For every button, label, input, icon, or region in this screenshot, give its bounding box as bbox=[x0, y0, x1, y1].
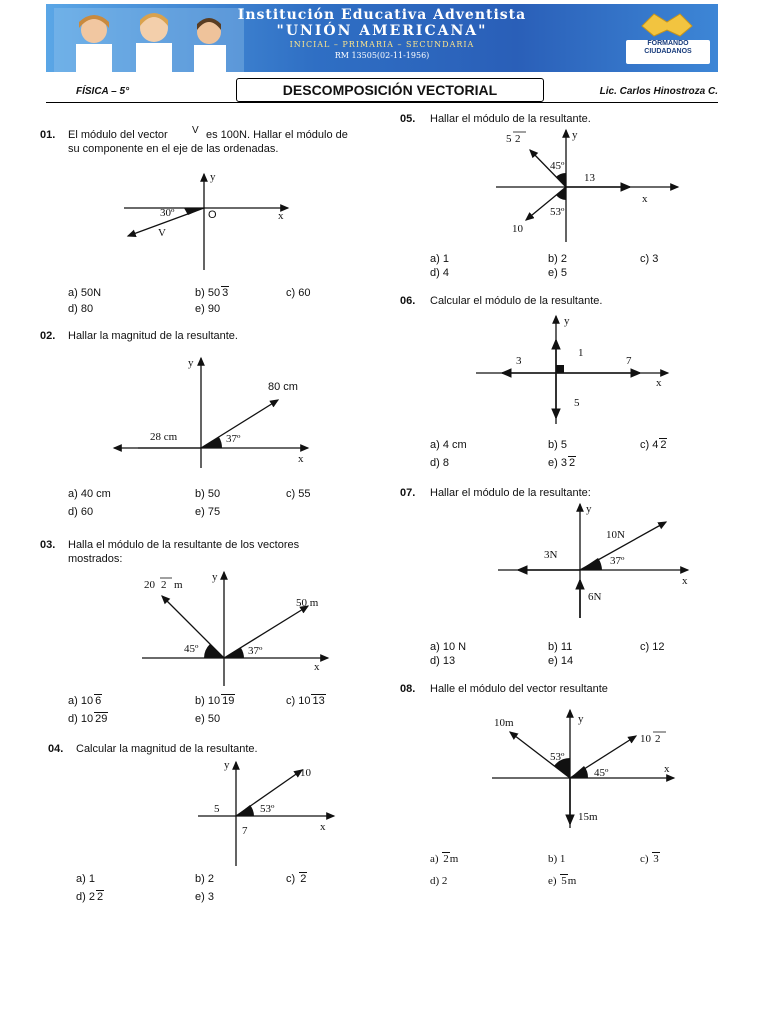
p07-x-label: x bbox=[682, 575, 688, 587]
p05-v1-sqrt bbox=[513, 132, 526, 145]
p08-v2-label: 10 bbox=[640, 733, 651, 745]
p03-v1-label: 20 bbox=[144, 579, 155, 591]
subject-label: FÍSICA – 5° bbox=[76, 86, 130, 97]
p02-v2-label: 28 cm bbox=[150, 431, 178, 443]
p08-x-label: x bbox=[664, 763, 670, 775]
school-name-line1: Institución Educativa Adventista bbox=[237, 7, 527, 23]
svg-text:2: 2 bbox=[655, 733, 661, 745]
p03-v1-unit: m bbox=[174, 579, 183, 591]
p01-number: 01. bbox=[40, 129, 56, 141]
p06-option-b: b) 5 bbox=[548, 439, 567, 451]
p07-angle-label: 37º bbox=[610, 555, 625, 567]
p02-number: 02. bbox=[40, 330, 56, 342]
p08-number: 08. bbox=[400, 683, 416, 695]
p04-option-a: a) 1 bbox=[76, 873, 95, 885]
p04-v1-label: 10 bbox=[300, 767, 311, 779]
p04-option-d: d) 2 2 bbox=[76, 891, 104, 903]
p02-y-label: y bbox=[188, 357, 194, 369]
p02-x-label: x bbox=[298, 453, 304, 465]
p03-figure bbox=[138, 566, 338, 688]
p01-option-b-sqrt: 3 bbox=[222, 287, 229, 299]
p07-number: 07. bbox=[400, 487, 416, 499]
p04-v3-label: 7 bbox=[242, 825, 248, 837]
p01-x-label: x bbox=[278, 210, 284, 222]
p01-vector-v: V bbox=[192, 125, 199, 136]
p02-v1-label: 80 cm bbox=[268, 381, 298, 393]
p03-a2-label: 37º bbox=[248, 645, 263, 657]
p05-option-e: e) 5 bbox=[548, 267, 567, 279]
p08-v1-label: 10m bbox=[494, 717, 514, 729]
p03-option-b: b) 10 19 bbox=[195, 695, 235, 707]
p03-v1-sqrt bbox=[160, 578, 172, 591]
p07-y-label: y bbox=[586, 503, 592, 515]
p06-option-d: d) 8 bbox=[430, 457, 449, 469]
p02-angle-label: 37º bbox=[226, 433, 241, 445]
p07-option-c: c) 12 bbox=[640, 641, 665, 653]
p03-option-d: d) 10 29 bbox=[68, 713, 108, 725]
p01-y-label: y bbox=[210, 171, 216, 183]
p08-option-d: d) 2 bbox=[430, 875, 448, 887]
p07-figure bbox=[494, 500, 694, 620]
p01-option-d: d) 80 bbox=[68, 303, 94, 315]
school-levels: INICIAL – PRIMARIA – SECUNDARIA bbox=[289, 40, 475, 49]
p08-y-label: y bbox=[578, 713, 584, 725]
school-name-line2: "UNIÓN AMERICANA" bbox=[276, 23, 488, 39]
p02-figure bbox=[108, 352, 318, 470]
p05-y-label: y bbox=[572, 129, 578, 141]
p05-text: Hallar el módulo de la resultante. bbox=[430, 113, 591, 125]
p06-text: Calcular el módulo de la resultante. bbox=[430, 295, 603, 307]
p01-origin-label: O bbox=[208, 209, 217, 221]
p08-option-c: c) 3 bbox=[640, 853, 659, 865]
p05-a2-label: 53º bbox=[550, 206, 565, 218]
p03-y-label: y bbox=[212, 571, 218, 583]
p08-text: Halle el módulo del vector resultante bbox=[430, 683, 608, 695]
p08-option-e: e) 5m bbox=[548, 875, 577, 887]
p04-figure bbox=[194, 756, 344, 868]
p02-option-e: e) 75 bbox=[195, 506, 221, 518]
p05-v3-label: 10 bbox=[512, 223, 523, 235]
p06-figure bbox=[472, 310, 678, 426]
p05-option-b: b) 2 bbox=[548, 253, 567, 265]
p06-x-label: x bbox=[656, 377, 662, 389]
p07-option-d: d) 13 bbox=[430, 655, 456, 667]
p01-text2: es 100N. Hallar el módulo de bbox=[206, 129, 348, 141]
p02-text: Hallar la magnitud de la resultante. bbox=[68, 330, 238, 342]
p03-x-label: x bbox=[314, 661, 320, 673]
p01-angle-label: 30º bbox=[160, 207, 175, 219]
p04-option-b: b) 2 bbox=[195, 873, 214, 885]
school-resolution: RM 13505(02-11-1956) bbox=[334, 51, 430, 60]
p06-option-e: e) 3 2 bbox=[548, 457, 576, 469]
p04-option-e: e) 3 bbox=[195, 891, 214, 903]
p02-option-a: a) 40 cm bbox=[68, 488, 111, 500]
p03-text1: Halla el módulo de la resultante de los vectores bbox=[68, 539, 300, 551]
p04-v2-label: 5 bbox=[214, 803, 220, 815]
worksheet-title: DESCOMPOSICIÓN VECTORIAL bbox=[236, 78, 544, 102]
teacher-name: Lic. Carlos Hinostroza C. bbox=[599, 86, 718, 97]
p01-text3: su componente en el eje de las ordenadas. bbox=[68, 143, 279, 155]
p07-text: Hallar el módulo de la resultante: bbox=[430, 487, 591, 499]
p01-option-b bbox=[195, 286, 229, 300]
p01-option-b-label: b) 50 bbox=[195, 287, 221, 299]
p04-angle-label: 53º bbox=[260, 803, 275, 815]
p01-v-label: V bbox=[158, 227, 166, 239]
p08-option-b: b) 1 bbox=[548, 853, 566, 865]
p06-v2-label: 1 bbox=[578, 347, 584, 359]
p03-option-e: e) 50 bbox=[195, 713, 221, 725]
p06-y-label: y bbox=[564, 315, 570, 327]
p05-a1-label: 45º bbox=[550, 160, 565, 172]
p04-number: 04. bbox=[48, 743, 64, 755]
svg-text:2: 2 bbox=[515, 133, 521, 145]
p08-a2-label: 45º bbox=[594, 767, 609, 779]
p03-a1-label: 45º bbox=[184, 643, 199, 655]
p07-option-a: a) 10 N bbox=[430, 641, 467, 653]
p08-v3-label: 15m bbox=[578, 811, 598, 823]
p03-option-c: c) 10 13 bbox=[286, 695, 325, 707]
p03-number: 03. bbox=[40, 539, 56, 551]
p01-option-a: a) 50N bbox=[68, 287, 102, 299]
p07-v3-label: 6N bbox=[588, 591, 602, 603]
svg-text:2: 2 bbox=[161, 579, 167, 591]
p07-v1-label: 10N bbox=[606, 529, 625, 541]
p05-number: 05. bbox=[400, 113, 416, 125]
p05-x-label: x bbox=[642, 193, 648, 205]
header-rule bbox=[46, 102, 718, 103]
worksheet-header bbox=[46, 78, 718, 106]
p05-option-d: d) 4 bbox=[430, 267, 449, 279]
p06-option-c: c) 4 2 bbox=[640, 439, 667, 451]
school-banner bbox=[46, 4, 718, 72]
p08-a1-label: 53º bbox=[550, 751, 565, 763]
p02-option-c: c) 55 bbox=[286, 488, 311, 500]
p05-option-c: c) 3 bbox=[640, 253, 659, 265]
p08-figure bbox=[488, 706, 684, 830]
p07-v2-label: 3N bbox=[544, 549, 558, 561]
p03-text2: mostrados: bbox=[68, 553, 123, 565]
p02-option-d: d) 60 bbox=[68, 506, 94, 518]
p06-option-a: a) 4 cm bbox=[430, 439, 467, 451]
p05-v1-label: 5 bbox=[506, 133, 512, 145]
p08-option-a: a) 2m bbox=[430, 853, 459, 865]
p04-y-label: y bbox=[224, 759, 230, 771]
p04-text: Calcular la magnitud de la resultante. bbox=[76, 743, 258, 755]
p02-option-b: b) 50 bbox=[195, 488, 221, 500]
p03-v2-label: 50 m bbox=[296, 597, 319, 609]
p06-number: 06. bbox=[400, 295, 416, 307]
p06-v3-label: 7 bbox=[626, 355, 632, 367]
p07-option-b: b) 11 bbox=[548, 641, 573, 653]
p06-v1-label: 3 bbox=[516, 355, 522, 367]
badge-line2: CIUDADANOS bbox=[644, 48, 692, 55]
p04-option-c: c) 2 bbox=[286, 873, 307, 885]
p07-option-e: e) 14 bbox=[548, 655, 574, 667]
badge-line1: FORMANDO bbox=[647, 40, 689, 47]
p01-option-e: e) 90 bbox=[195, 303, 221, 315]
p04-x-label: x bbox=[320, 821, 326, 833]
p05-v2-label: 13 bbox=[584, 172, 595, 184]
p05-option-a: a) 1 bbox=[430, 253, 449, 265]
p05-figure bbox=[492, 124, 688, 244]
p08-v2-sqrt bbox=[653, 732, 666, 745]
p03-option-a: a) 10 6 bbox=[68, 695, 102, 707]
p06-v4-label: 5 bbox=[574, 397, 580, 409]
p01-option-c: c) 60 bbox=[286, 287, 311, 299]
formando-ciudadanos-badge bbox=[626, 40, 710, 64]
p01-figure bbox=[110, 168, 300, 272]
p01-text1: El módulo del vector bbox=[68, 129, 168, 141]
